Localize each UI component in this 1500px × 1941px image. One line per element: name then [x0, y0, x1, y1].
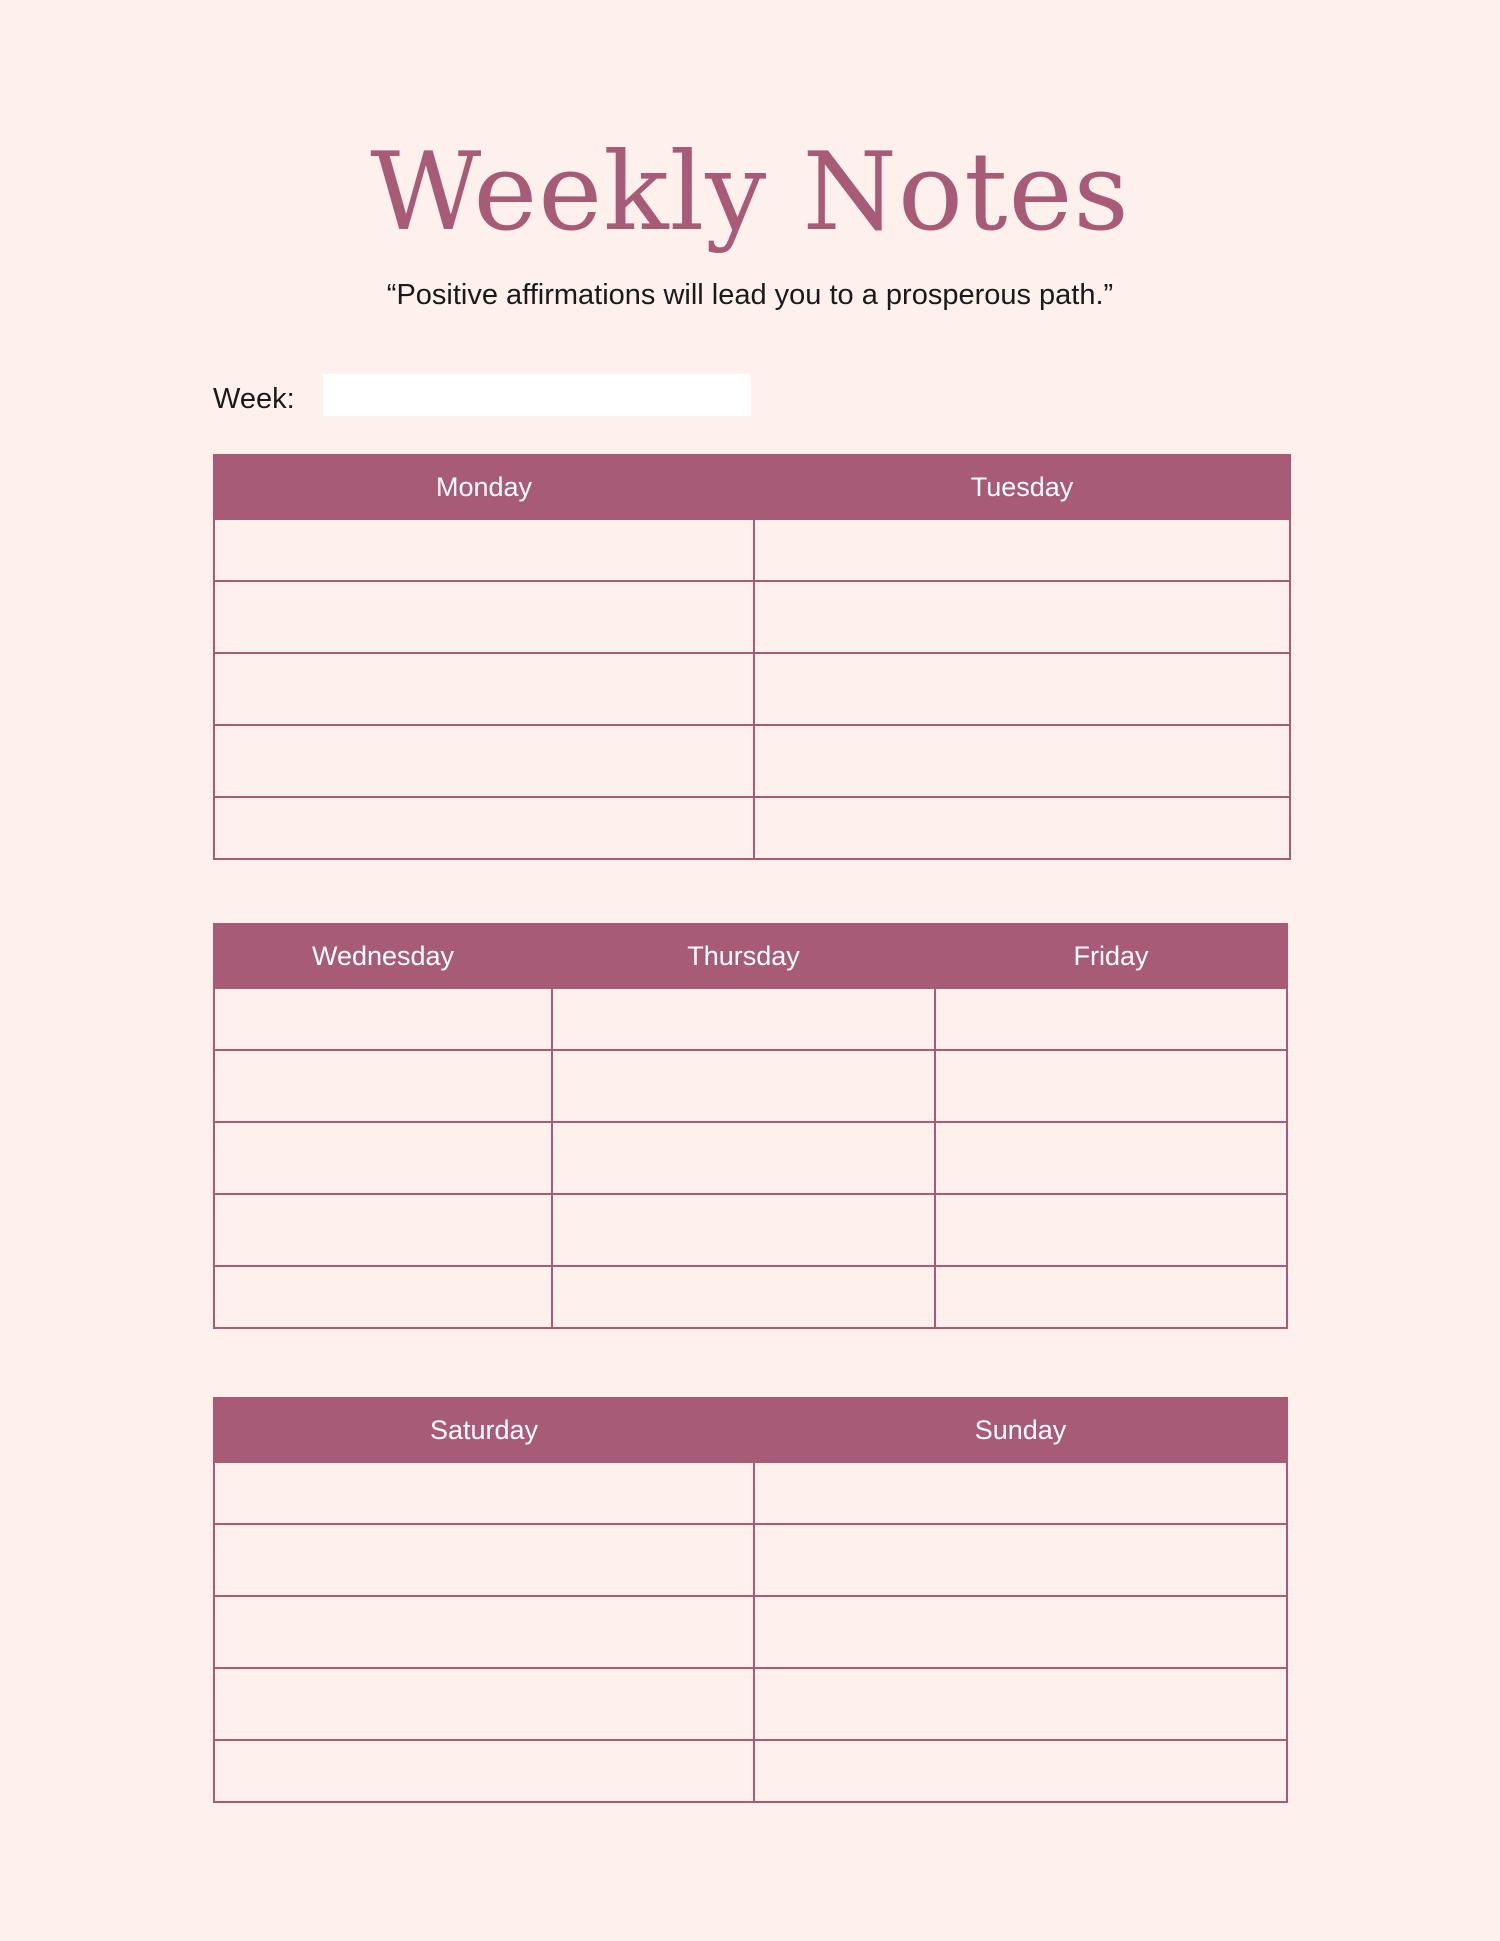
note-cell[interactable] [214, 519, 754, 581]
note-cell[interactable] [214, 1668, 754, 1740]
table-row [214, 653, 1290, 725]
affirmation-quote: “Positive affirmations will lead you to a prosperous path.” [386, 279, 1114, 311]
day-header-sunday: Sunday [754, 1398, 1287, 1462]
note-cell[interactable] [214, 725, 754, 797]
note-cell[interactable] [214, 1740, 754, 1802]
week-input[interactable] [323, 374, 751, 416]
note-cell[interactable] [214, 1596, 754, 1668]
table-row [214, 1740, 1287, 1802]
note-cell[interactable] [214, 1122, 552, 1194]
note-cell[interactable] [935, 1194, 1287, 1266]
note-cell[interactable] [552, 1266, 935, 1328]
note-cell[interactable] [754, 1524, 1287, 1596]
note-cell[interactable] [754, 519, 1290, 581]
note-cell[interactable] [754, 1596, 1287, 1668]
note-cell[interactable] [754, 1740, 1287, 1802]
note-cell[interactable] [754, 1668, 1287, 1740]
table-header-row [214, 455, 1290, 519]
note-cell[interactable] [214, 581, 754, 653]
note-cell[interactable] [935, 1266, 1287, 1328]
note-cell[interactable] [552, 1194, 935, 1266]
note-cell[interactable] [214, 1524, 754, 1596]
table-header-row [214, 924, 1287, 988]
table-row [214, 1596, 1287, 1668]
day-header-monday: Monday [214, 455, 754, 519]
note-cell[interactable] [754, 725, 1290, 797]
table-row [214, 1524, 1287, 1596]
table-row [214, 797, 1290, 859]
note-cell[interactable] [935, 988, 1287, 1050]
note-cell[interactable] [754, 1462, 1287, 1524]
day-header-saturday: Saturday [214, 1398, 754, 1462]
page-title: Weekly Notes [370, 130, 1130, 255]
table-row [214, 581, 1290, 653]
table-row [214, 725, 1290, 797]
note-cell[interactable] [214, 797, 754, 859]
day-header-thursday: Thursday [552, 924, 935, 988]
note-cell[interactable] [552, 1050, 935, 1122]
note-cell[interactable] [214, 1194, 552, 1266]
week-label: Week: [213, 383, 295, 415]
table-row [214, 1122, 1287, 1194]
note-cell[interactable] [214, 1266, 552, 1328]
day-table-mon-tue [213, 454, 1291, 860]
note-cell[interactable] [935, 1050, 1287, 1122]
day-header-friday: Friday [935, 924, 1287, 988]
table-row [214, 1050, 1287, 1122]
table-row [214, 1266, 1287, 1328]
table-row [214, 1462, 1287, 1524]
day-header-tuesday: Tuesday [754, 455, 1290, 519]
note-cell[interactable] [754, 581, 1290, 653]
table-row [214, 519, 1290, 581]
table-header-row [214, 1398, 1287, 1462]
note-cell[interactable] [214, 988, 552, 1050]
note-cell[interactable] [214, 1050, 552, 1122]
day-header-wednesday: Wednesday [214, 924, 552, 988]
note-cell[interactable] [214, 1462, 754, 1524]
table-row [214, 1668, 1287, 1740]
note-cell[interactable] [754, 797, 1290, 859]
note-cell[interactable] [935, 1122, 1287, 1194]
note-cell[interactable] [552, 988, 935, 1050]
note-cell[interactable] [552, 1122, 935, 1194]
day-table-sat-sun [213, 1397, 1288, 1803]
table-row [214, 988, 1287, 1050]
note-cell[interactable] [214, 653, 754, 725]
note-cell[interactable] [754, 653, 1290, 725]
table-row [214, 1194, 1287, 1266]
day-table-wed-fri [213, 923, 1288, 1329]
